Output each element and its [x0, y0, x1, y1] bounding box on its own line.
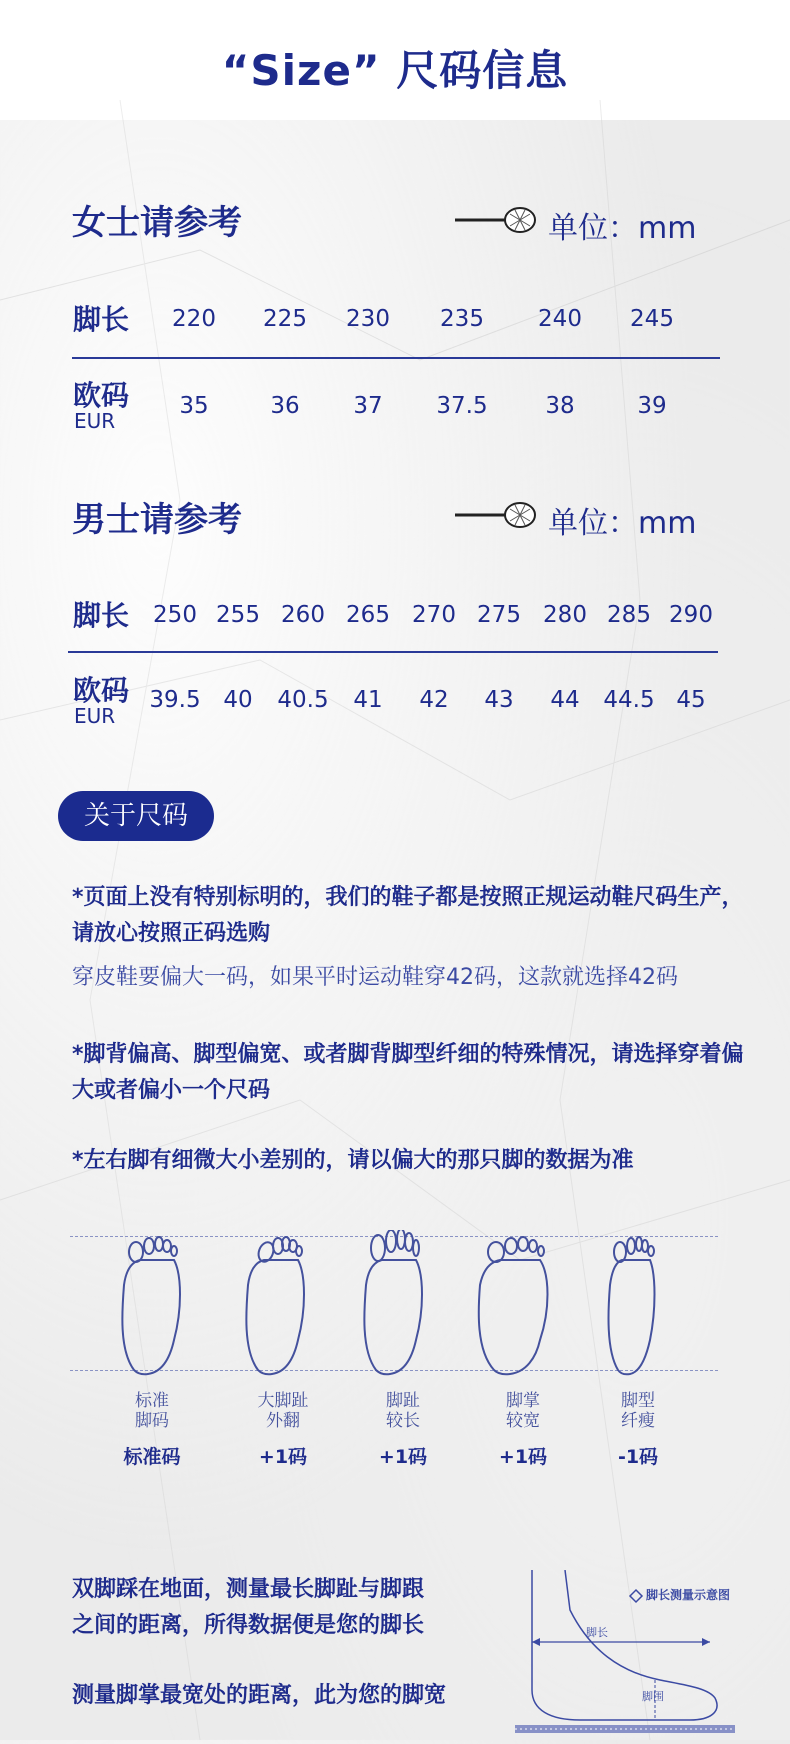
men-length-cell: 290	[669, 602, 713, 628]
diagram-title: 脚长测量示意图	[646, 1588, 731, 1602]
men-foot-length-label: 脚长	[73, 599, 130, 632]
note-left-right: *左右脚有细微大小差别的，请以偏大的那只脚的数据为准	[72, 1148, 634, 1173]
men-eur-cell: 44.5	[603, 687, 655, 713]
women-eur-cell: 35	[179, 393, 209, 419]
foot-caption-line: 脚掌	[506, 1391, 540, 1411]
foot-long-toes-icon	[346, 1230, 446, 1380]
racket-icon	[455, 500, 537, 530]
women-length-cell: 245	[630, 306, 674, 332]
women-foot-length-label: 脚长	[73, 303, 130, 336]
men-unit: 单位：mm	[548, 506, 697, 541]
foot-caption-line: 纤瘦	[621, 1411, 655, 1431]
foot-caption-line: 脚型	[621, 1391, 655, 1411]
diagram-length-label: 脚长	[586, 1626, 608, 1639]
men-eur-cell: 41	[353, 687, 383, 713]
note-leather-shoes: 穿皮鞋要偏大一码，如果平时运动鞋穿42码，这款就选择42码	[72, 965, 678, 990]
women-length-cell: 230	[346, 306, 390, 332]
measure-instruction-1: 双脚踩在地面，测量最长脚趾与脚跟	[72, 1577, 425, 1602]
women-eur-sub: EUR	[74, 409, 116, 433]
racket-icon	[455, 205, 537, 235]
men-eur-cell: 42	[419, 687, 449, 713]
foot-caption-line: 较宽	[506, 1411, 540, 1431]
foot-caption	[468, 1391, 578, 1431]
about-size-badge: 关于尺码	[58, 791, 214, 841]
men-eur-cell: 44	[550, 687, 580, 713]
foot-caption-line: 外翻	[266, 1411, 300, 1431]
men-eur-cell: 40.5	[277, 687, 329, 713]
women-length-cell: 240	[538, 306, 582, 332]
men-eur-cell: 40	[223, 687, 253, 713]
foot-wide-icon	[466, 1230, 566, 1380]
foot-caption-line: 较长	[386, 1411, 420, 1431]
men-divider	[68, 651, 718, 653]
foot-slim-icon	[584, 1230, 684, 1380]
measure-instruction-2: 之间的距离，所得数据便是您的脚长	[72, 1613, 425, 1638]
men-section-title: 男士请参考	[72, 500, 242, 540]
women-eur-label: 欧码	[73, 379, 130, 412]
foot-caption-line: 脚趾	[386, 1391, 420, 1411]
women-unit: 单位：mm	[548, 211, 697, 246]
women-length-cell: 220	[172, 306, 216, 332]
foot-size-advice: +1码	[378, 1446, 428, 1468]
women-eur-cell: 38	[545, 393, 575, 419]
foot-caption	[348, 1391, 458, 1431]
women-section-title: 女士请参考	[72, 203, 242, 243]
men-eur-sub: EUR	[74, 704, 116, 728]
foot-caption-line: 大脚趾	[257, 1391, 309, 1411]
women-length-cell: 225	[263, 306, 307, 332]
diagram-girth-label: 脚围	[642, 1690, 664, 1703]
foot-caption	[97, 1391, 207, 1431]
men-length-cell: 255	[216, 602, 260, 628]
men-eur-cell: 39.5	[149, 687, 201, 713]
women-eur-cell: 37	[353, 393, 383, 419]
men-length-cell: 260	[281, 602, 325, 628]
men-length-cell: 285	[607, 602, 651, 628]
men-length-cell: 265	[346, 602, 390, 628]
men-eur-label: 欧码	[73, 674, 130, 707]
foot-caption-line: 标准	[135, 1391, 169, 1411]
page-title: “Size” 尺码信息	[221, 46, 569, 95]
foot-size-advice: +1码	[498, 1446, 548, 1468]
men-eur-cell: 45	[676, 687, 706, 713]
foot-size-advice: -1码	[617, 1446, 659, 1468]
note-special-feet: *脚背偏高、脚型偏宽、或者脚背脚型纤细的特殊情况，请选择穿着偏大或者偏小一个尺码	[72, 1042, 744, 1103]
foot-bunion-icon	[228, 1230, 328, 1380]
women-eur-cell: 39	[637, 393, 667, 419]
men-length-cell: 280	[543, 602, 587, 628]
foot-standard-icon	[104, 1230, 204, 1380]
men-length-cell: 275	[477, 602, 521, 628]
foot-size-advice: 标准码	[123, 1446, 181, 1468]
note-standard-size: *页面上没有特别标明的，我们的鞋子都是按照正规运动鞋尺码生产，请放心按照正码选购	[72, 885, 744, 946]
women-divider	[72, 357, 720, 359]
measurement-diagram	[510, 1570, 750, 1740]
foot-caption-line: 脚码	[135, 1411, 169, 1431]
men-length-cell: 270	[412, 602, 456, 628]
foot-caption	[583, 1391, 693, 1431]
men-length-cell: 250	[153, 602, 197, 628]
men-eur-cell: 43	[484, 687, 514, 713]
women-eur-cell: 36	[270, 393, 300, 419]
foot-caption	[228, 1391, 338, 1431]
women-eur-cell: 37.5	[436, 393, 488, 419]
foot-size-advice: +1码	[258, 1446, 308, 1468]
women-length-cell: 235	[440, 306, 484, 332]
measure-instruction-3: 测量脚掌最宽处的距离，此为您的脚宽	[72, 1683, 447, 1708]
